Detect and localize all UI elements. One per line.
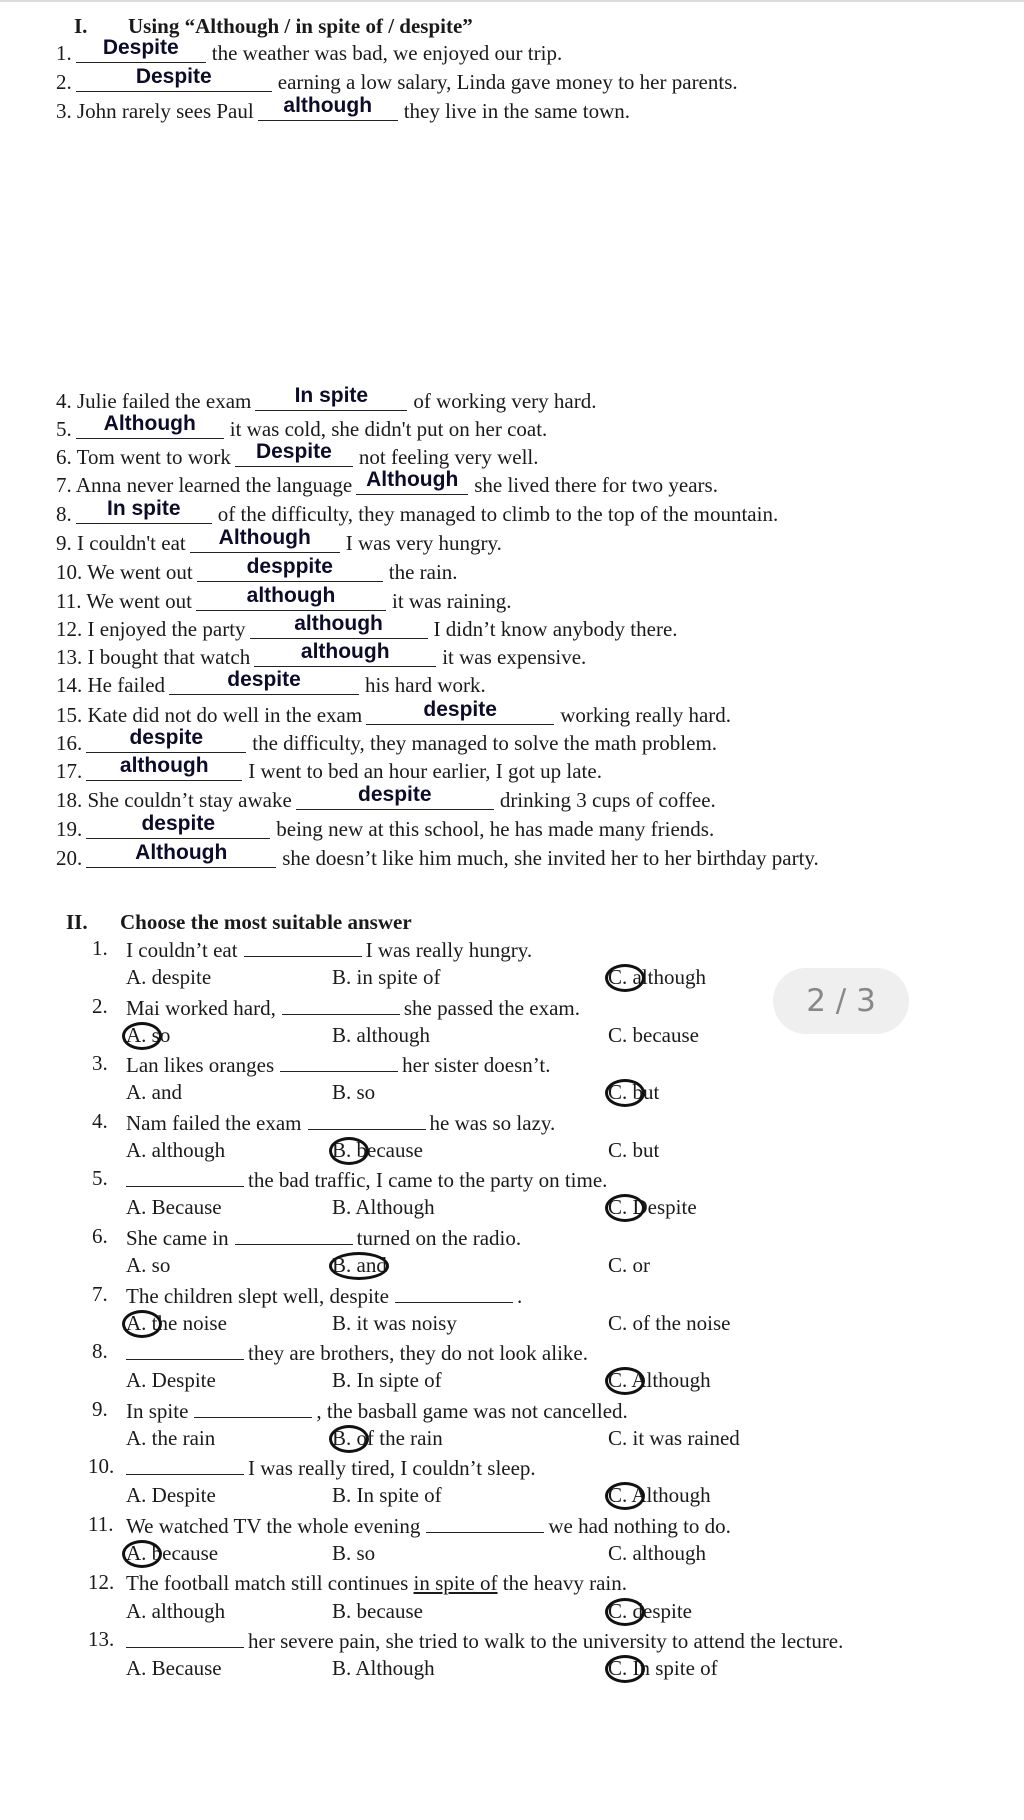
handwritten-answer: although — [294, 612, 383, 635]
item-number: 18. — [56, 788, 83, 812]
exercise-1-item — [56, 526, 502, 556]
selected-answer-circle — [605, 1079, 645, 1107]
question-text-after: we had nothing to do. — [548, 1514, 731, 1538]
question-text-after: I was really tired, I couldn’t sleep. — [248, 1456, 536, 1480]
answer-option[interactable]: B. although — [332, 1023, 430, 1047]
question-text-before: The children slept well, despite — [126, 1284, 390, 1308]
selected-answer-circle — [122, 1022, 162, 1050]
item-text-after: earning a low salary, Linda gave money to her parents. — [277, 70, 738, 94]
selected-answer-circle — [329, 1137, 369, 1165]
item-text-before: Julie failed the exam — [77, 389, 252, 413]
handwritten-answer: Despite — [255, 440, 332, 463]
underlined-phrase: in spite of — [413, 1571, 498, 1595]
answer-option[interactable]: A. so — [126, 1023, 171, 1047]
page-gap — [0, 148, 1024, 308]
handwritten-answer: Despite — [135, 65, 212, 88]
item-text-before: I couldn't eat — [77, 531, 186, 555]
item-number: 9. — [56, 531, 72, 555]
question-text-after: her severe pain, she tried to walk to the university to attend the lecture. — [248, 1629, 844, 1653]
question-number: 2. — [92, 994, 108, 1018]
answer-blank[interactable] — [86, 726, 246, 753]
question-stem — [126, 1051, 550, 1078]
question-text-before: She came in — [126, 1226, 229, 1250]
exercise-1-item — [56, 668, 486, 698]
item-number: 2. — [56, 70, 72, 94]
item-text-before: We went out — [86, 589, 192, 613]
item-text-after: I was very hungry. — [345, 531, 502, 555]
answer-blank[interactable] — [254, 640, 436, 667]
section-2-heading — [66, 910, 412, 935]
item-text-after: of the difficulty, they managed to climb to the top of the mountain. — [217, 502, 779, 526]
question-blank[interactable] — [126, 1166, 244, 1187]
item-number: 13. — [56, 645, 83, 669]
question-blank[interactable] — [194, 1397, 312, 1418]
answer-option[interactable]: A. Despite — [126, 1483, 216, 1507]
answer-blank[interactable] — [196, 584, 386, 611]
question-text-before: Lan likes oranges — [126, 1053, 275, 1077]
selected-answer-circle — [122, 1310, 162, 1338]
answer-option[interactable]: C. or — [608, 1253, 650, 1277]
item-text-after: working really hard. — [560, 703, 732, 727]
question-text-before: Nam failed the exam — [126, 1111, 302, 1135]
question-number: 1. — [92, 936, 108, 960]
selected-answer-circle — [605, 1367, 645, 1395]
answer-blank[interactable] — [169, 668, 359, 695]
selected-answer-circle — [329, 1425, 369, 1453]
handwritten-answer: In spite — [106, 497, 181, 520]
question-blank[interactable] — [126, 1627, 244, 1648]
question-number: 9. — [92, 1397, 108, 1421]
item-text-after: the difficulty, they managed to solve the math problem. — [252, 731, 718, 755]
section-1-title: Using “Although / in spite of / despite” — [128, 14, 473, 38]
answer-option[interactable]: B. in spite of — [332, 965, 441, 989]
item-text-before: She couldn’t stay awake — [87, 788, 292, 812]
handwritten-answer: despite — [227, 668, 301, 691]
answer-option[interactable]: B. so — [332, 1541, 376, 1565]
answer-option[interactable]: B. it was noisy — [332, 1311, 457, 1335]
answer-option[interactable]: B. because — [332, 1138, 423, 1162]
question-text-after: her sister doesn’t. — [402, 1053, 551, 1077]
item-number: 10. — [56, 560, 83, 584]
answer-blank[interactable] — [250, 612, 428, 639]
exercise-1-item — [56, 812, 715, 842]
question-text-before: I couldn’t eat — [126, 938, 238, 962]
handwritten-answer: Although — [103, 412, 196, 435]
answer-blank[interactable] — [356, 468, 468, 495]
question-stem — [126, 1397, 628, 1424]
item-number: 7. — [56, 473, 72, 497]
item-text-after: I went to bed an hour earlier, I got up late. — [248, 759, 602, 783]
question-text-before: In spite — [126, 1399, 189, 1423]
answer-option[interactable]: C. In spite of — [608, 1656, 718, 1680]
question-text-after: , the basball game was not cancelled. — [316, 1399, 628, 1423]
answer-option[interactable]: B. so — [332, 1080, 376, 1104]
answer-option[interactable]: A. although — [126, 1138, 226, 1162]
selected-answer-circle — [122, 1540, 162, 1568]
question-text-after: the bad traffic, I came to the party on time. — [248, 1168, 608, 1192]
item-number: 17. — [56, 759, 83, 783]
question-number: 6. — [92, 1224, 108, 1248]
answer-option[interactable]: B. and — [332, 1253, 387, 1277]
answer-blank[interactable] — [190, 526, 340, 553]
question-blank[interactable] — [244, 936, 362, 957]
question-text-after: turned on the radio. — [356, 1226, 522, 1250]
question-blank[interactable] — [308, 1109, 426, 1130]
page-top-border — [0, 0, 1024, 2]
answer-option[interactable]: A. although — [126, 1599, 226, 1623]
question-stem — [126, 1454, 536, 1481]
answer-option[interactable]: C. but — [608, 1138, 660, 1162]
answer-blank[interactable] — [86, 841, 276, 868]
answer-option[interactable]: A. Despite — [126, 1368, 216, 1392]
question-number: 11. — [88, 1512, 114, 1536]
answer-option[interactable]: C. although — [608, 1541, 706, 1565]
handwritten-answer: although — [119, 754, 209, 777]
item-number: 8. — [56, 502, 72, 526]
exercise-1-item — [56, 783, 716, 813]
exercise-1-item — [56, 412, 548, 442]
item-number: 5. — [56, 417, 72, 441]
question-number: 12. — [88, 1570, 115, 1594]
answer-option[interactable]: A. so — [126, 1253, 171, 1277]
answer-option[interactable]: C. Although — [608, 1483, 711, 1507]
item-text-after: the rain. — [388, 560, 458, 584]
item-text-after: not feeling very well. — [358, 445, 539, 469]
handwritten-answer: Although — [366, 468, 459, 491]
answer-blank[interactable] — [76, 497, 212, 524]
item-text-before: Tom went to work — [76, 445, 231, 469]
question-text-after: . — [517, 1284, 523, 1308]
question-text-after: he was so lazy. — [429, 1111, 556, 1135]
answer-option[interactable]: B. because — [332, 1599, 423, 1623]
item-number: 20. — [56, 846, 83, 870]
section-1-numeral: I. — [74, 14, 88, 38]
exercise-1-item — [56, 612, 678, 642]
item-text-before: He failed — [87, 673, 166, 697]
question-number: 5. — [92, 1166, 108, 1190]
question-number: 3. — [92, 1051, 108, 1075]
item-number: 15. — [56, 703, 83, 727]
question-stem — [126, 1339, 588, 1366]
item-text-after: being new at this school, he has made many friends. — [276, 817, 715, 841]
question-stem — [126, 994, 580, 1021]
exercise-1-item — [56, 36, 563, 66]
selected-answer-circle — [605, 1598, 645, 1626]
handwritten-answer: despite — [423, 698, 497, 721]
answer-option[interactable]: C. of the noise — [608, 1311, 731, 1335]
question-blank[interactable] — [426, 1512, 544, 1533]
answer-option[interactable]: A. despite — [126, 965, 212, 989]
exercise-1-item — [56, 754, 602, 784]
question-stem — [126, 1512, 731, 1539]
answer-option[interactable]: B. Although — [332, 1195, 435, 1219]
handwritten-answer: although — [283, 94, 373, 117]
answer-option[interactable]: C. it was rained — [608, 1426, 740, 1450]
section-2-numeral: II. — [66, 910, 88, 934]
handwritten-answer: Although — [135, 841, 228, 864]
item-number: 3. — [56, 99, 72, 123]
answer-blank[interactable] — [76, 36, 206, 63]
exercise-1-item — [56, 841, 819, 871]
question-stem — [126, 1570, 627, 1596]
answer-option[interactable]: C. although — [608, 965, 706, 989]
question-blank[interactable] — [280, 1051, 398, 1072]
question-number: 7. — [92, 1282, 108, 1306]
section-2-title: Choose the most suitable answer — [120, 910, 412, 934]
selected-answer-circle — [329, 1252, 389, 1280]
question-blank[interactable] — [126, 1339, 244, 1360]
answer-blank[interactable] — [255, 384, 407, 411]
item-number: 6. — [56, 445, 72, 469]
exercise-1-item — [56, 468, 718, 498]
exercise-1-item — [56, 584, 512, 614]
question-number: 8. — [92, 1339, 108, 1363]
answer-option[interactable]: B. In sipte of — [332, 1368, 442, 1392]
item-text-after: she lived there for two years. — [474, 473, 718, 497]
exercise-1-item — [56, 384, 597, 414]
item-text-before: Anna never learned the language — [75, 473, 353, 497]
handwritten-answer: although — [300, 640, 390, 663]
item-text-after: it was raining. — [391, 589, 512, 613]
item-text-after: drinking 3 cups of coffee. — [499, 788, 716, 812]
item-number: 16. — [56, 731, 83, 755]
selected-answer-circle — [605, 964, 645, 992]
question-text-before: The football match still continues — [126, 1571, 409, 1595]
item-number: 11. — [56, 589, 82, 613]
item-text-after: of working very hard. — [413, 389, 597, 413]
exercise-1-item — [56, 94, 631, 124]
answer-blank[interactable] — [258, 94, 398, 121]
item-number: 4. — [56, 389, 72, 413]
question-blank[interactable] — [126, 1454, 244, 1475]
question-stem — [126, 1224, 521, 1251]
item-text-before: I bought that watch — [87, 645, 251, 669]
question-text-before: Mai worked hard, — [126, 996, 276, 1020]
item-text-after: his hard work. — [365, 673, 486, 697]
answer-option[interactable]: C. Although — [608, 1368, 711, 1392]
item-number: 14. — [56, 673, 83, 697]
item-number: 12. — [56, 617, 83, 641]
answer-option[interactable]: C. but — [608, 1080, 660, 1104]
question-number: 4. — [92, 1109, 108, 1133]
handwritten-answer: despite — [358, 783, 432, 806]
item-text-before: Kate did not do well in the exam — [87, 703, 363, 727]
selected-answer-circle — [605, 1655, 645, 1683]
item-text-after: the weather was bad, we enjoyed our trip. — [211, 41, 563, 65]
answer-blank[interactable] — [76, 412, 224, 439]
question-stem — [126, 1282, 522, 1309]
exercise-1-item — [56, 440, 539, 470]
answer-option[interactable]: A. and — [126, 1080, 182, 1104]
handwritten-answer: In spite — [294, 384, 369, 407]
item-text-before: I enjoyed the party — [87, 617, 246, 641]
answer-blank[interactable] — [296, 783, 494, 810]
question-stem — [126, 1109, 555, 1136]
item-text-after: it was expensive. — [442, 645, 587, 669]
question-text-before: We watched TV the whole evening — [126, 1514, 421, 1538]
answer-option[interactable]: B. In spite of — [332, 1483, 442, 1507]
answer-option[interactable]: B. Although — [332, 1656, 435, 1680]
handwritten-answer: Although — [218, 526, 311, 549]
answer-option[interactable]: A. the rain — [126, 1426, 216, 1450]
handwritten-answer: Despite — [102, 36, 179, 59]
exercise-1-item — [56, 698, 732, 728]
question-stem — [126, 1627, 843, 1654]
selected-answer-circle — [605, 1194, 645, 1222]
question-text-after: they are brothers, they do not look alike. — [248, 1341, 588, 1365]
answer-option[interactable]: A. the noise — [126, 1311, 227, 1335]
item-number: 1. — [56, 41, 72, 65]
answer-blank[interactable] — [76, 65, 272, 92]
answer-option[interactable]: B. of the rain — [332, 1426, 443, 1450]
question-text-after: I was really hungry. — [365, 938, 533, 962]
selected-answer-circle — [605, 1482, 645, 1510]
answer-blank[interactable] — [235, 440, 353, 467]
item-text-after: they live in the same town. — [403, 99, 631, 123]
question-stem — [126, 1166, 607, 1193]
question-blank[interactable] — [282, 994, 400, 1015]
answer-blank[interactable] — [366, 698, 554, 725]
page-indicator: 2 / 3 — [773, 968, 909, 1034]
answer-blank[interactable] — [86, 812, 270, 839]
answer-option[interactable]: C. despite — [608, 1599, 692, 1623]
exercise-1-item — [56, 726, 718, 756]
handwritten-answer: desppite — [246, 555, 333, 578]
item-text-before: John rarely sees Paul — [77, 99, 254, 123]
question-text-after: she passed the exam. — [403, 996, 580, 1020]
handwritten-answer: despite — [129, 726, 204, 749]
item-text-before: We went out — [87, 560, 193, 584]
question-stem — [126, 936, 532, 963]
item-text-after: I didn’t know anybody there. — [433, 617, 678, 641]
question-blank[interactable] — [395, 1282, 513, 1303]
item-text-after: she doesn’t like him much, she invited her to her birthday party. — [282, 846, 819, 870]
answer-option[interactable]: A. Because — [126, 1195, 222, 1219]
exercise-1-item — [56, 555, 458, 585]
answer-option[interactable]: A. Because — [126, 1656, 222, 1680]
item-text-after: it was cold, she didn't put on her coat. — [229, 417, 548, 441]
question-number: 10. — [88, 1454, 115, 1478]
exercise-1-item — [56, 65, 738, 95]
answer-option[interactable]: A. because — [126, 1541, 219, 1565]
question-text-after: the heavy rain. — [502, 1571, 627, 1595]
exercise-1-item — [56, 640, 587, 670]
answer-blank[interactable] — [86, 754, 242, 781]
handwritten-answer: despite — [141, 812, 216, 835]
answer-option[interactable]: C. Despite — [608, 1195, 697, 1219]
question-number: 13. — [88, 1627, 115, 1651]
answer-option[interactable]: C. because — [608, 1023, 699, 1047]
answer-blank[interactable] — [197, 555, 383, 582]
handwritten-answer: although — [246, 584, 336, 607]
exercise-1-item — [56, 497, 779, 527]
question-blank[interactable] — [235, 1224, 353, 1245]
item-number: 19. — [56, 817, 83, 841]
